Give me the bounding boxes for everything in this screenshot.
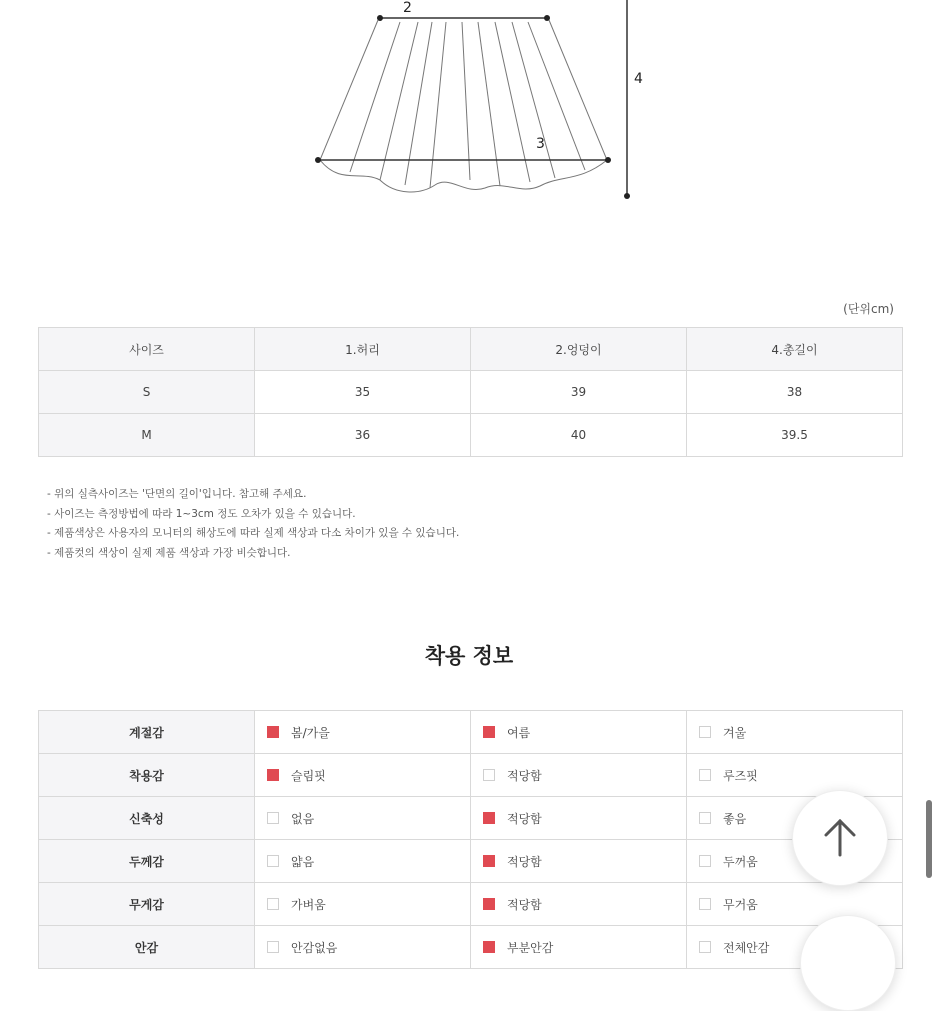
secondary-float-button[interactable] — [800, 915, 896, 1011]
fit-option-label: 무거움 — [723, 897, 758, 912]
fit-row-label: 신축성 — [39, 797, 255, 840]
fit-option — [471, 926, 687, 969]
fit-option-label: 적당함 — [507, 768, 542, 783]
size-notes — [47, 485, 459, 563]
unchecked-box-icon — [699, 726, 711, 738]
checked-box-icon — [267, 769, 279, 781]
value-cell: 39 — [471, 371, 687, 414]
header-cell: 2.엉덩이 — [471, 328, 687, 371]
unchecked-box-icon — [267, 855, 279, 867]
fit-option — [255, 926, 471, 969]
header-cell: 1.허리 — [255, 328, 471, 371]
table-row — [39, 754, 903, 797]
label-2: 2 — [403, 0, 412, 16]
header-cell: 4.총길이 — [687, 328, 903, 371]
fit-option-label: 부분안감 — [507, 940, 554, 955]
unchecked-box-icon — [699, 941, 711, 953]
checked-box-icon — [483, 855, 495, 867]
note-line: - 사이즈는 측정방법에 따라 1~3cm 정도 오차가 있을 수 있습니다. — [47, 507, 356, 520]
header-cell: 사이즈 — [39, 328, 255, 371]
fit-option-label: 없음 — [291, 811, 315, 826]
fit-row-label: 계절감 — [39, 711, 255, 754]
value-cell: 35 — [255, 371, 471, 414]
fit-option — [471, 883, 687, 926]
value-cell: 38 — [687, 371, 903, 414]
size-cell: M — [39, 414, 255, 457]
table-row — [39, 414, 903, 457]
fit-option — [255, 797, 471, 840]
table-row — [39, 926, 903, 969]
fit-option-label: 좋음 — [723, 811, 747, 826]
value-cell: 36 — [255, 414, 471, 457]
fit-option-label: 가벼움 — [291, 897, 326, 912]
checked-box-icon — [483, 812, 495, 824]
unchecked-box-icon — [699, 769, 711, 781]
fit-option-label: 적당함 — [507, 897, 542, 912]
fit-row-label: 안감 — [39, 926, 255, 969]
scrollbar[interactable] — [926, 800, 932, 878]
fit-option-label: 겨울 — [723, 725, 747, 740]
fit-option-label: 얇음 — [291, 854, 315, 869]
fit-option-label: 적당함 — [507, 854, 542, 869]
value-cell: 39.5 — [687, 414, 903, 457]
unchecked-box-icon — [699, 812, 711, 824]
skirt-measurement-diagram — [0, 0, 938, 210]
fit-option-label: 봄/가을 — [291, 725, 330, 740]
size-table-header — [39, 328, 903, 371]
checked-box-icon — [267, 726, 279, 738]
fit-option-label: 적당함 — [507, 811, 542, 826]
table-row — [39, 371, 903, 414]
size-cell: S — [39, 371, 255, 414]
fit-option — [471, 711, 687, 754]
fit-option — [255, 711, 471, 754]
unit-label: (단위cm) — [843, 302, 894, 316]
fit-option-label: 두꺼움 — [723, 854, 758, 869]
value-cell: 40 — [471, 414, 687, 457]
table-row — [39, 883, 903, 926]
unchecked-box-icon — [267, 941, 279, 953]
fit-option-label: 루즈핏 — [723, 768, 758, 783]
note-line: - 제품색상은 사용자의 모니터의 해상도에 따라 실제 색상과 다소 차이가 있을 수 있습니다. — [47, 527, 460, 540]
note-line: - 위의 실측사이즈는 '단면의 길이'입니다. 참고해 주세요. — [47, 488, 307, 500]
fit-info-table — [38, 710, 903, 969]
scroll-to-top-button[interactable] — [792, 790, 888, 886]
label-3: 3 — [536, 136, 545, 152]
fit-option — [471, 754, 687, 797]
unchecked-box-icon — [267, 812, 279, 824]
table-row — [39, 711, 903, 754]
fit-row-label: 무게감 — [39, 883, 255, 926]
arrow-up-icon — [793, 791, 887, 885]
checked-box-icon — [483, 898, 495, 910]
label-4: 4 — [634, 71, 643, 87]
fit-option-label: 전체안감 — [723, 940, 770, 955]
table-row — [39, 797, 903, 840]
unchecked-box-icon — [267, 898, 279, 910]
fit-option — [255, 840, 471, 883]
fit-option-label: 안감없음 — [291, 940, 338, 955]
fit-option — [687, 711, 903, 754]
fit-info-title: 착용 정보 — [424, 644, 514, 668]
fit-row-label: 두께감 — [39, 840, 255, 883]
fit-option — [255, 754, 471, 797]
fit-option-label: 여름 — [507, 725, 531, 740]
fit-option — [471, 840, 687, 883]
unchecked-box-icon — [483, 769, 495, 781]
fit-option — [471, 797, 687, 840]
unchecked-box-icon — [699, 898, 711, 910]
fit-option — [255, 883, 471, 926]
table-row — [39, 840, 903, 883]
note-line: - 제품컷의 색상이 실제 제품 색상과 가장 비슷합니다. — [47, 546, 291, 559]
unchecked-box-icon — [699, 855, 711, 867]
fit-option — [687, 883, 903, 926]
size-table — [38, 327, 903, 457]
checked-box-icon — [483, 726, 495, 738]
checked-box-icon — [483, 941, 495, 953]
fit-row-label: 착용감 — [39, 754, 255, 797]
fit-option-label: 슬림핏 — [291, 768, 326, 783]
